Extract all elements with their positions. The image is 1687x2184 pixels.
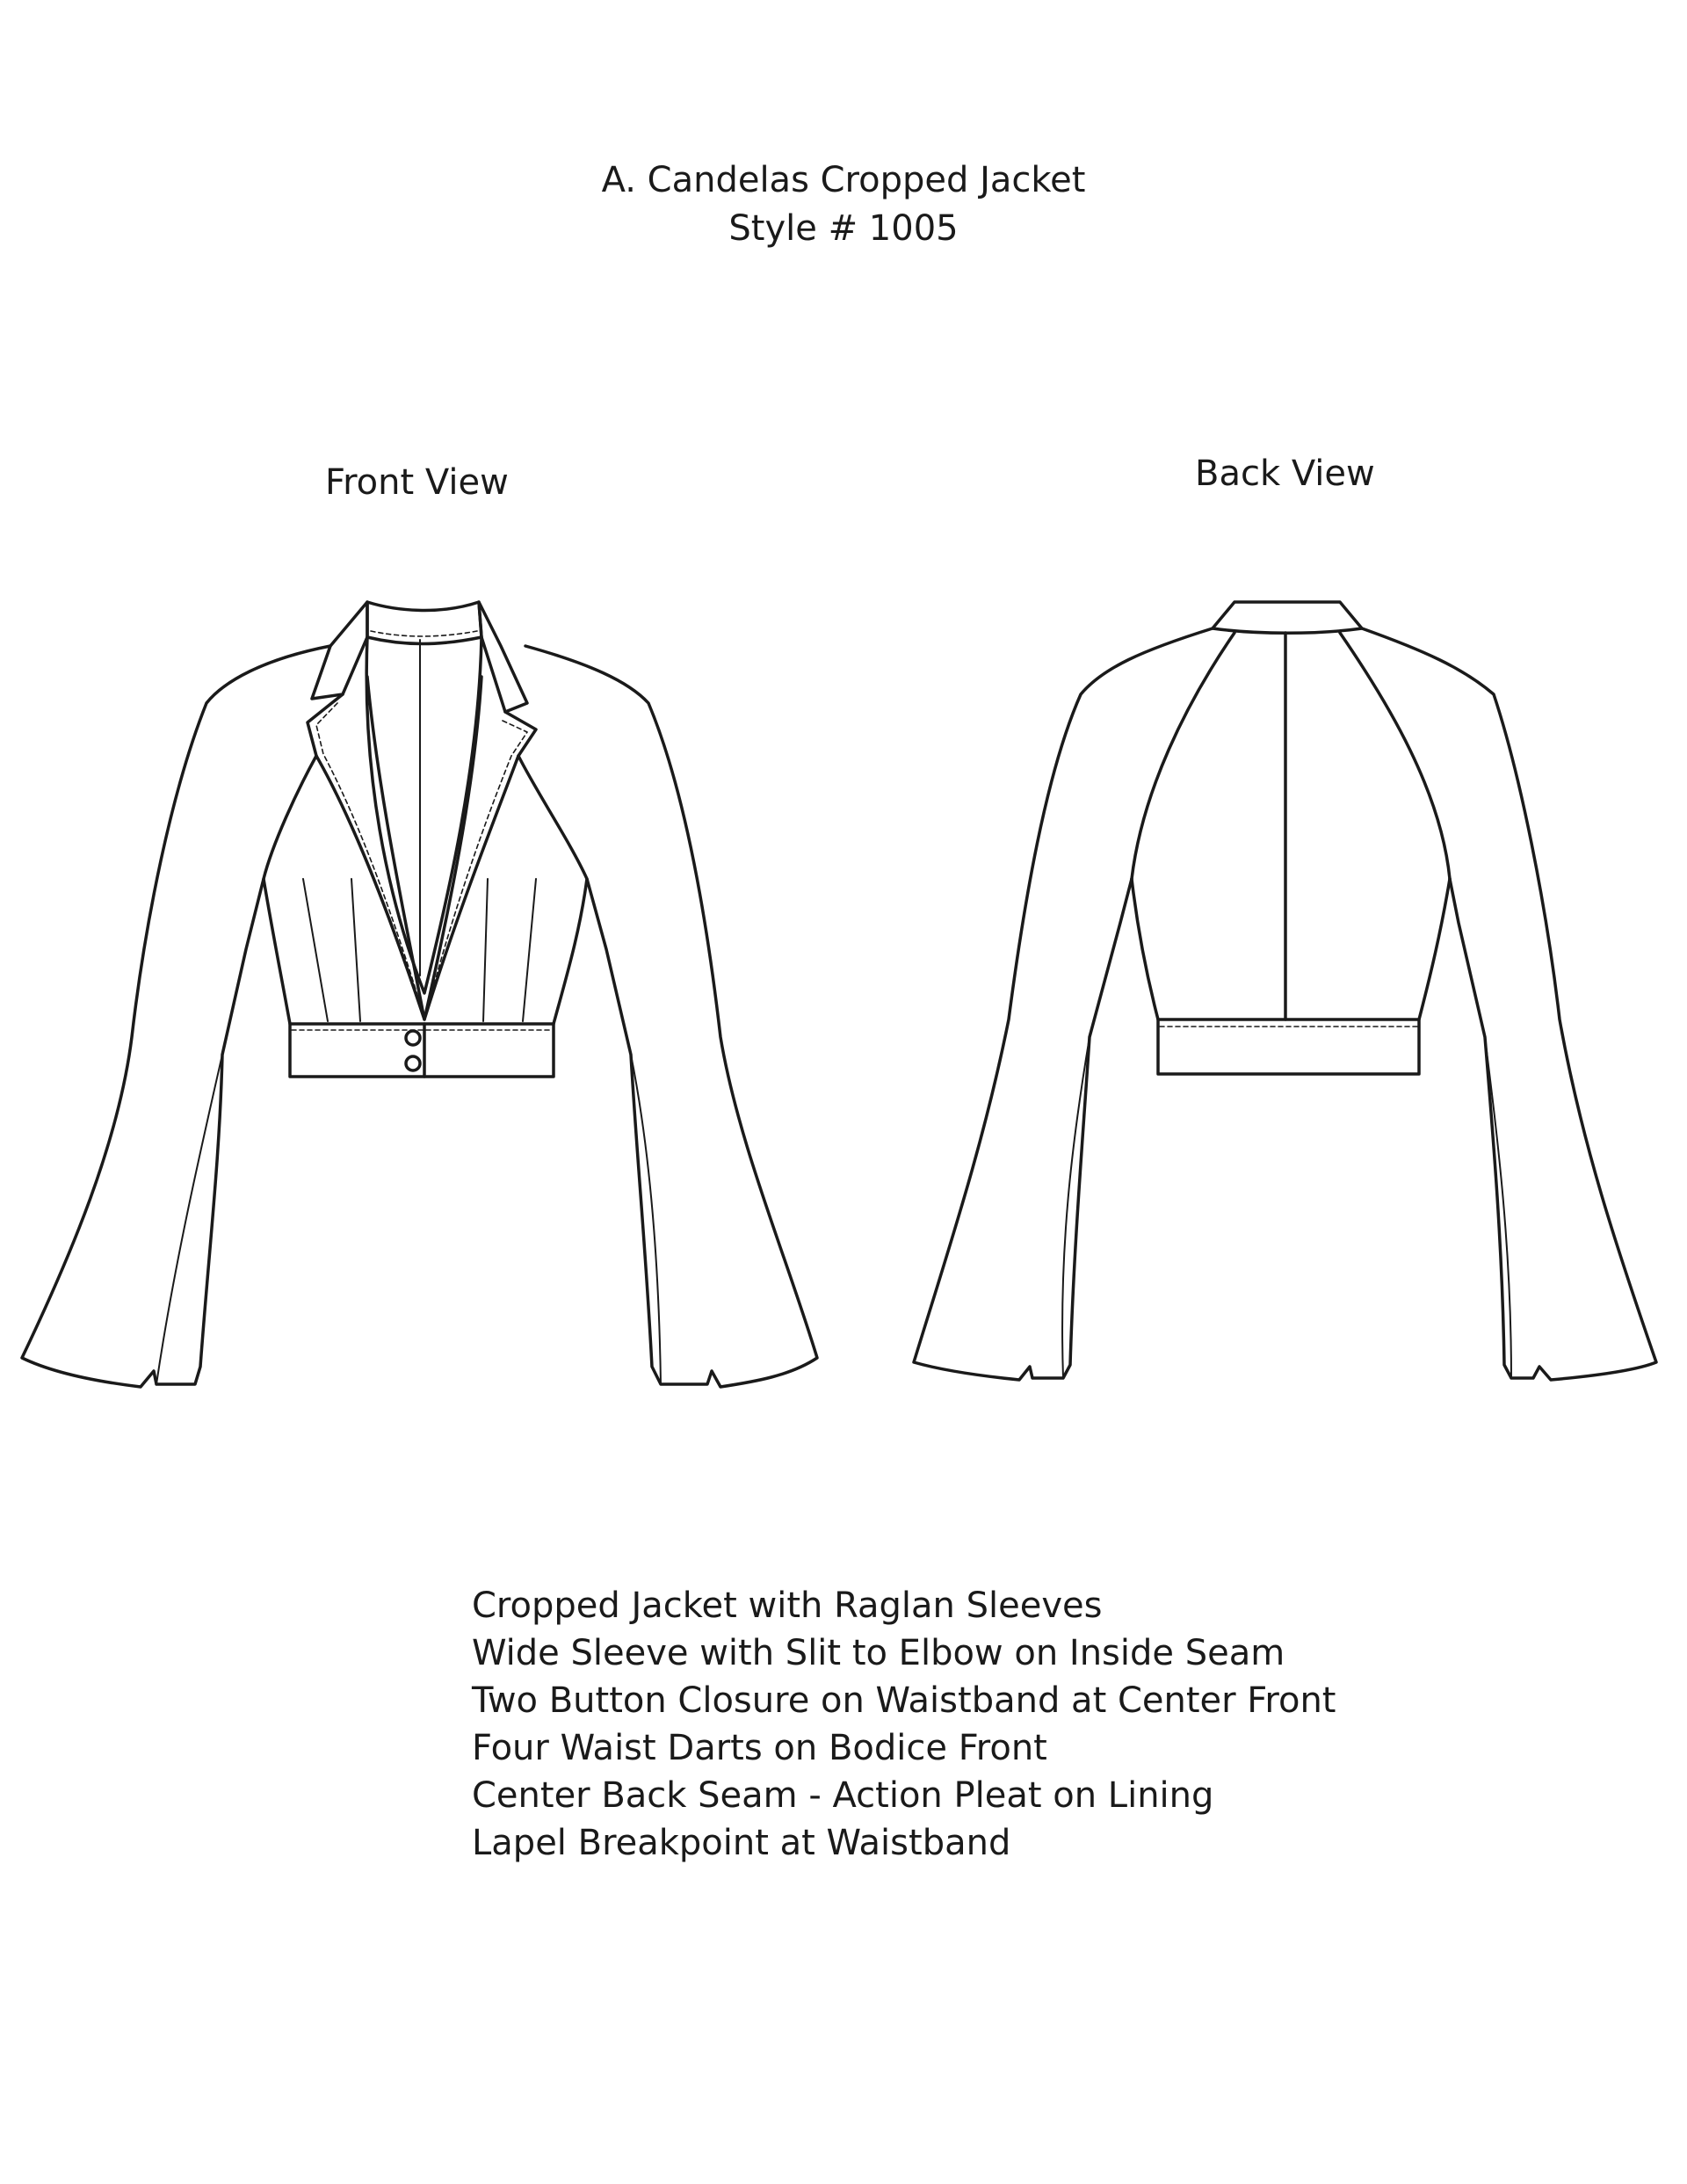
front-waistband	[290, 1024, 554, 1077]
back-right-raglan-seam	[1340, 633, 1450, 879]
front-bodice-right-side	[518, 756, 587, 1024]
note-item: Center Back Seam - Action Pleat on Lining	[472, 1775, 1214, 1816]
back-view-label: Back View	[1195, 453, 1375, 494]
note-item: Cropped Jacket with Raglan Sleeves	[472, 1585, 1103, 1626]
front-left-collar-point	[312, 602, 367, 699]
construction-notes	[472, 1582, 1614, 1867]
back-waistband	[1158, 1019, 1419, 1074]
front-collar	[367, 602, 481, 644]
back-collar	[1213, 602, 1362, 633]
note-item: Two Button Closure on Waistband at Center Front	[472, 1680, 1336, 1721]
front-left-lapel	[308, 677, 424, 1019]
back-right-side-seam	[1419, 879, 1450, 1019]
note-item: Four Waist Darts on Bodice Front	[472, 1728, 1047, 1768]
back-view-jacket	[914, 602, 1656, 1380]
front-waist-dart-2	[351, 879, 360, 1021]
front-view-label: Front View	[325, 462, 509, 503]
front-waist-dart-4	[523, 879, 536, 1021]
garment-title: A. Candelas Cropped Jacket	[601, 160, 1086, 200]
back-left-side-seam	[1132, 879, 1158, 1019]
front-view-jacket	[22, 602, 817, 1387]
front-collar-stitch	[371, 631, 477, 636]
front-bodice-left-side	[264, 756, 316, 1024]
front-left-sleeve	[22, 646, 330, 1387]
front-right-sleeve	[525, 646, 817, 1387]
front-right-collar-point	[479, 602, 527, 712]
front-waist-dart-1	[303, 879, 328, 1021]
style-number: Style # 1005	[728, 208, 959, 249]
front-waist-dart-3	[483, 879, 488, 1021]
front-button-bottom	[406, 1056, 420, 1070]
note-item: Wide Sleeve with Slit to Elbow on Inside Seam	[472, 1633, 1285, 1673]
back-left-raglan-seam	[1132, 633, 1234, 879]
front-button-top	[406, 1031, 420, 1045]
note-item: Lapel Breakpoint at Waistband	[472, 1823, 1011, 1863]
